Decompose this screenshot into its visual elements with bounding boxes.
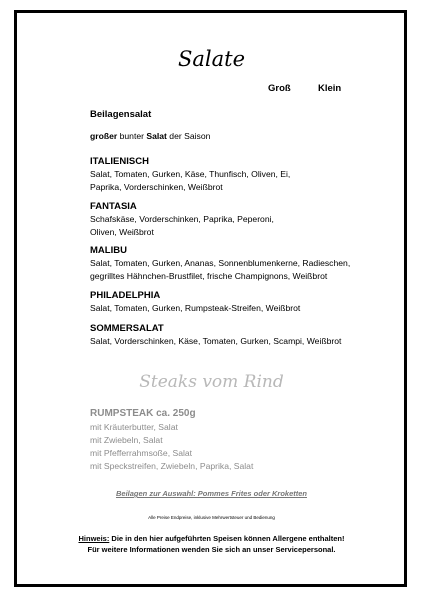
item-grosser-salat (90, 131, 210, 141)
item-fantasia-name: FANTASIA (90, 201, 137, 212)
column-header-gross: Groß (268, 83, 291, 94)
allergen-notice (0, 533, 423, 555)
item-sommersalat-desc: Salat, Vorderschinken, Käse, Tomaten, Gurken, Scampi, Weißbrot (90, 336, 342, 346)
rumpsteak-option: mit Speckstreifen, Zwiebeln, Paprika, Salat (90, 461, 254, 471)
item-italienisch-name: ITALIENISCH (90, 156, 149, 167)
item-malibu-name: MALIBU (90, 245, 127, 256)
item-fantasia-desc: Schafskäse, Vorderschinken, Paprika, Peperoni, Oliven, Weißbrot (90, 214, 274, 237)
menu-frame (14, 10, 407, 587)
prices-note: Alle Preise Endpreise, inklusive Mehrwertsteuer und Bedienung (148, 515, 275, 520)
hinweis-label: Hinweis: (78, 534, 110, 543)
rumpsteak-option: mit Kräuterbutter, Salat (90, 422, 178, 432)
item-beilagensalat-name: Beilagensalat (90, 109, 152, 120)
item-grosser-salat-bold: großer (90, 131, 118, 141)
item-philadelphia-desc: Salat, Tomaten, Gurken, Rumpsteak-Streifen, Weißbrot (90, 303, 301, 313)
item-grosser-salat-end: der Saison (166, 131, 211, 141)
beilagen-note: Beilagen zur Auswahl: Pommes Frites oder Kroketten (115, 489, 307, 498)
rumpsteak-option: mit Zwiebeln, Salat (90, 435, 163, 445)
column-header-klein: Klein (318, 83, 342, 94)
rumpsteak-option: mit Pfefferrahmsoße, Salat (90, 448, 193, 458)
hinweis-line2: Für weitere Informationen wenden Sie sich an unser Servicepersonal. (87, 545, 336, 554)
item-philadelphia-name: PHILADELPHIA (90, 290, 161, 301)
item-malibu-desc: Salat, Tomaten, Gurken, Ananas, Sonnenblumenkerne, Radieschen, gegrilltes Hähnchen-Brustfilet, frische Champignons, Weißbrot (90, 258, 351, 281)
section-title-steaks: Steaks vom Rind (139, 372, 284, 392)
item-grosser-salat-mid: bunter (117, 131, 147, 141)
item-sommersalat-name: SOMMERSALAT (90, 323, 164, 334)
page-title: Salate (177, 47, 245, 71)
item-rumpsteak-name: RUMPSTEAK ca. 250g (90, 408, 196, 419)
item-italienisch-desc: Salat, Tomaten, Gurken, Käse, Thunfisch, Oliven, Ei, Paprika, Vorderschinken, Weißbrot (90, 169, 291, 192)
item-grosser-salat-bold2: Salat (146, 131, 167, 141)
hinweis-line1: Die in den hier aufgeführten Speisen können Allergene enthalten! (109, 534, 345, 543)
